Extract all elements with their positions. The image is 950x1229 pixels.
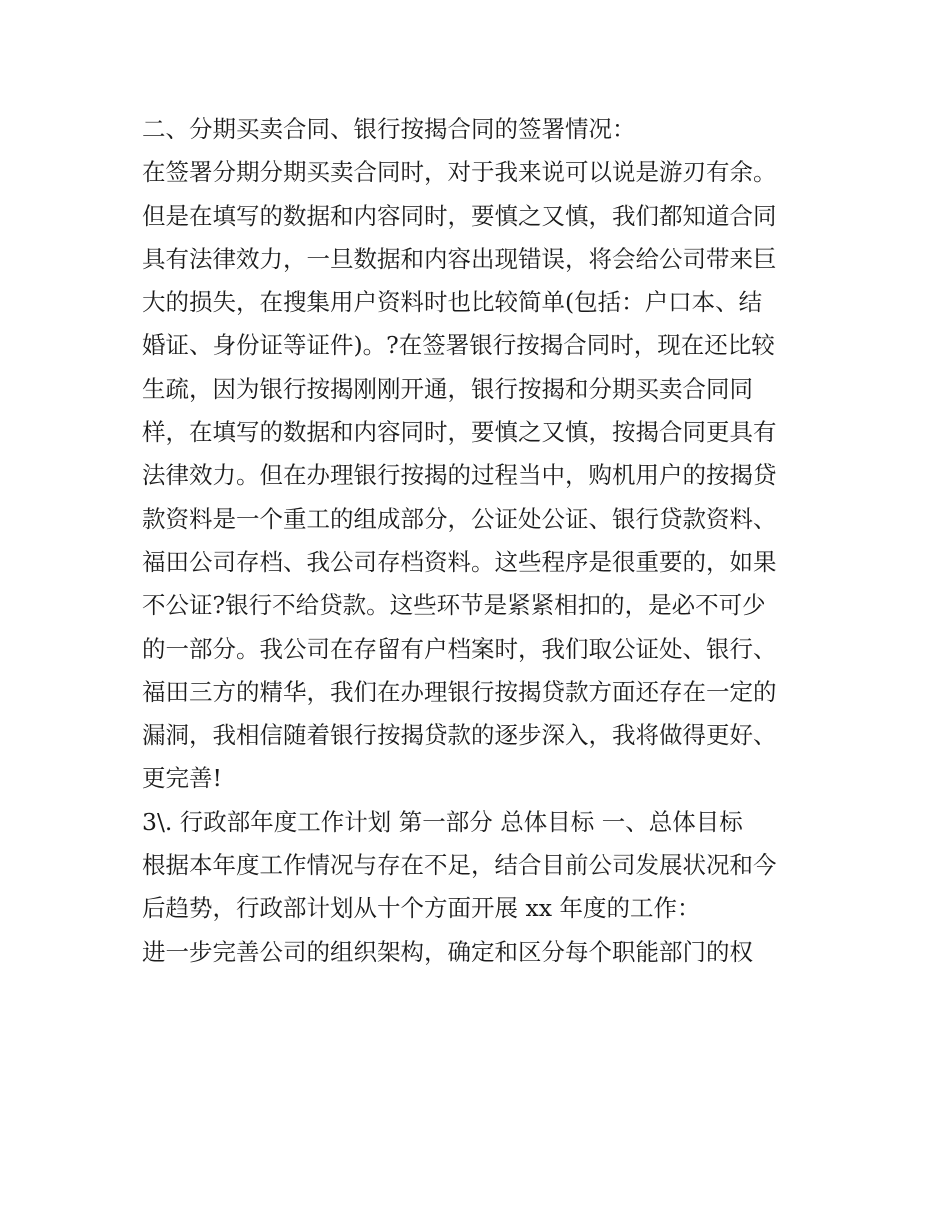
paragraph-line: 在签署分期分期买卖合同时，对于我来说可以说是游刃有余。 <box>142 158 777 187</box>
section-heading: 3\. 行政部年度工作计划 第一部分 总体目标 一、总体目标 <box>142 807 743 836</box>
paragraph-line: 福田三方的精华，我们在办理银行按揭贷款方面还存在一定的 <box>142 677 777 706</box>
paragraph-line: 婚证、身份证等证件)。?在签署银行按揭合同时，现在还比较 <box>142 331 775 360</box>
paragraph-line: 的一部分。我公司在存留有户档案时，我们取公证处、银行、 <box>142 634 777 663</box>
paragraph-line: 款资料是一个重工的组成部分，公证处公证、银行贷款资料、 <box>142 504 777 533</box>
paragraph-line: 福田公司存档、我公司存档资料。这些程序是很重要的，如果 <box>142 547 777 576</box>
paragraph-line: 但是在填写的数据和内容同时，要慎之又慎，我们都知道合同 <box>142 201 777 230</box>
document-body <box>142 108 822 974</box>
paragraph-line: 后趋势，行政部计划从十个方面开展 xx 年度的工作： <box>142 894 701 923</box>
paragraph-line: 大的损失，在搜集用户资料时也比较简单(包括：户口本、结 <box>142 288 763 317</box>
paragraph-line: 生疏，因为银行按揭刚刚开通，银行按揭和分期买卖合同同 <box>142 374 753 403</box>
paragraph-line: 根据本年度工作情况与存在不足，结合目前公司发展状况和今 <box>142 851 777 880</box>
paragraph-line: 具有法律效力，一旦数据和内容出现错误，将会给公司带来巨 <box>142 244 777 273</box>
paragraph-line: 不公证?银行不给贷款。这些环节是紧紧相扣的，是必不可少 <box>142 591 766 620</box>
paragraph-line: 样，在填写的数据和内容同时，要慎之又慎，按揭合同更具有 <box>142 418 777 447</box>
section-heading: 二、分期买卖合同、银行按揭合同的签署情况： <box>142 115 636 143</box>
paragraph-line: 漏洞，我相信随着银行按揭贷款的逐步深入，我将做得更好、 <box>142 721 777 750</box>
paragraph-line: 进一步完善公司的组织架构，确定和区分每个职能部门的权 <box>142 937 753 966</box>
paragraph-line: 法律效力。但在办理银行按揭的过程当中，购机用户的按揭贷 <box>142 461 777 490</box>
paragraph-line: 更完善! <box>142 764 222 793</box>
